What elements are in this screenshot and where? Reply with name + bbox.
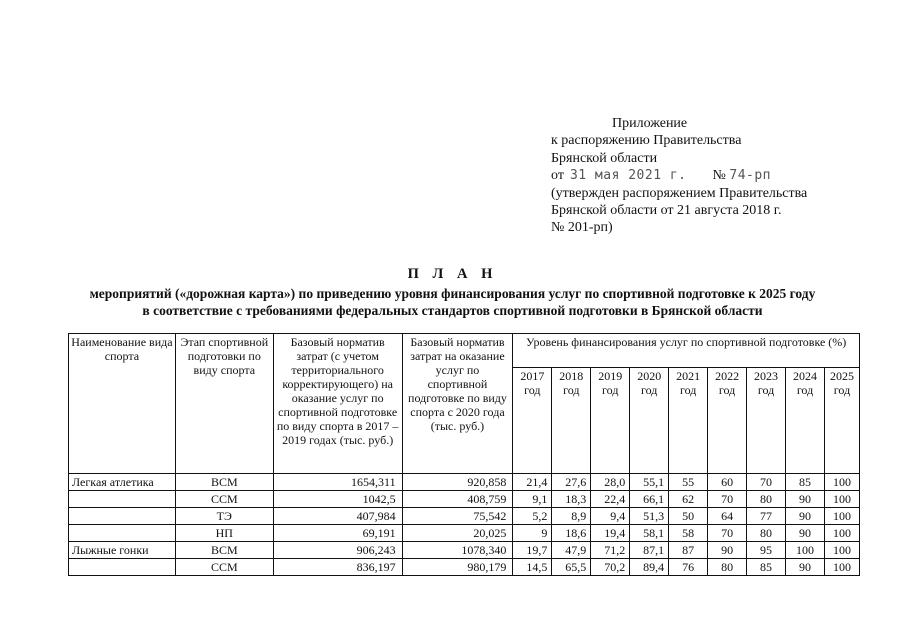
cell-pct: 89,4 [630,559,669,576]
appendix-line: № 201-рп) [551,220,613,236]
table-row [69,525,860,542]
cell-sport [69,491,176,508]
cell-stage: ССМ [175,559,273,576]
cell-pct: 90 [786,525,825,542]
cell-pct: 18,3 [552,491,591,508]
cell-pct: 100 [824,508,859,525]
cell-norm1: 836,197 [273,559,402,576]
cell-norm2: 980,179 [402,559,513,576]
cell-pct: 100 [824,525,859,542]
cell-stage: ТЭ [175,508,273,525]
cell-stage: ВСМ [175,542,273,559]
cell-pct: 14,5 [513,559,552,576]
cell-pct: 21,4 [513,474,552,491]
appendix-block [551,115,807,237]
table-row [69,559,860,576]
header-year: 2018 год [552,368,591,474]
header-year: 2022 год [708,368,747,474]
cell-pct: 55,1 [630,474,669,491]
cell-norm2: 1078,340 [402,542,513,559]
cell-pct: 9,1 [513,491,552,508]
cell-pct: 58,1 [630,525,669,542]
cell-pct: 9 [513,525,552,542]
cell-pct: 60 [708,474,747,491]
cell-pct: 19,4 [591,525,630,542]
cell-pct: 18,6 [552,525,591,542]
plan-table [68,333,860,576]
header-funding-level: Уровень финансирования услуг по спортивной подготовке (%) [513,334,860,368]
header-year: 2020 год [630,368,669,474]
appendix-line: Брянской области [551,150,658,166]
cell-sport [69,559,176,576]
table-row [69,474,860,491]
cell-pct: 71,2 [591,542,630,559]
cell-pct: 70 [708,525,747,542]
cell-pct: 90 [786,508,825,525]
number-sign: № [712,168,726,184]
cell-pct: 19,7 [513,542,552,559]
cell-norm1: 407,984 [273,508,402,525]
cell-sport [69,525,176,542]
appendix-date-line [551,167,807,184]
date-prefix: от [551,168,564,184]
cell-pct: 28,0 [591,474,630,491]
cell-pct: 100 [824,491,859,508]
appendix-line: Брянской области от 21 августа 2018 г. [551,203,782,219]
cell-pct: 47,9 [552,542,591,559]
header-norm-2017-2019: Базовый норматив затрат (с учетом территориального корректирующего) на оказание услуг по спортивной подготовке по виду спорта в 2017 – 2019 годах (тыс. руб.) [273,334,402,474]
cell-norm1: 1042,5 [273,491,402,508]
table-row [69,508,860,525]
cell-sport: Легкая атлетика [69,474,176,491]
cell-norm2: 920,858 [402,474,513,491]
cell-pct: 76 [669,559,708,576]
cell-pct: 95 [747,542,786,559]
cell-pct: 90 [708,542,747,559]
cell-pct: 90 [786,491,825,508]
cell-norm1: 906,243 [273,542,402,559]
cell-norm1: 1654,311 [273,474,402,491]
table-row [69,491,860,508]
header-year: 2019 год [591,368,630,474]
header-norm-2020: Базовый норматив затрат на оказание услуг по спортивной подготовке по виду спорта с 2020 года (тыс. руб.) [402,334,513,474]
appendix-title: Приложение [612,116,688,131]
document-title: П Л А Н [407,266,498,282]
cell-norm2: 20,025 [402,525,513,542]
cell-sport [69,508,176,525]
cell-pct: 55 [669,474,708,491]
cell-pct: 87 [669,542,708,559]
cell-pct: 77 [747,508,786,525]
cell-norm1: 69,191 [273,525,402,542]
cell-pct: 100 [824,542,859,559]
header-year: 2021 год [669,368,708,474]
cell-pct: 66,1 [630,491,669,508]
appendix-line: (утвержден распоряжением Правительства [551,185,808,201]
cell-pct: 80 [708,559,747,576]
handwritten-number: 74-рп [729,168,772,184]
cell-pct: 70 [747,474,786,491]
header-sport: Наименование вида спорта [69,334,176,474]
cell-pct: 9,4 [591,508,630,525]
cell-stage: ССМ [175,491,273,508]
cell-pct: 58 [669,525,708,542]
document-subtitle: в соответствие с требованиями федеральных стандартов спортивной подготовки в Брянской области [142,303,763,318]
header-year: 2025 год [824,368,859,474]
cell-pct: 85 [747,559,786,576]
cell-sport: Лыжные гонки [69,542,176,559]
cell-pct: 80 [747,491,786,508]
cell-pct: 5,2 [513,508,552,525]
cell-norm2: 408,759 [402,491,513,508]
cell-pct: 8,9 [552,508,591,525]
cell-stage: ВСМ [175,474,273,491]
cell-pct: 22,4 [591,491,630,508]
cell-pct: 51,3 [630,508,669,525]
cell-pct: 80 [747,525,786,542]
cell-pct: 64 [708,508,747,525]
cell-pct: 62 [669,491,708,508]
table-row [69,542,860,559]
cell-stage: НП [175,525,273,542]
cell-pct: 100 [786,542,825,559]
document-subtitle: мероприятий («дорожная карта») по приведению уровня финансирования услуг по спортивной подготовке к 2025 году [89,286,816,301]
handwritten-date: 31 мая 2021 г. [569,168,687,184]
cell-pct: 85 [786,474,825,491]
header-stage: Этап спортивной подготовки по виду спорта [175,334,273,474]
cell-pct: 100 [824,474,859,491]
cell-pct: 65,5 [552,559,591,576]
header-year: 2023 год [747,368,786,474]
cell-pct: 27,6 [552,474,591,491]
cell-pct: 70 [708,491,747,508]
cell-pct: 70,2 [591,559,630,576]
appendix-line: к распоряжению Правительства [551,133,742,149]
cell-pct: 100 [824,559,859,576]
cell-pct: 50 [669,508,708,525]
header-year: 2024 год [786,368,825,474]
cell-pct: 87,1 [630,542,669,559]
cell-pct: 90 [786,559,825,576]
header-year: 2017 год [513,368,552,474]
cell-norm2: 75,542 [402,508,513,525]
